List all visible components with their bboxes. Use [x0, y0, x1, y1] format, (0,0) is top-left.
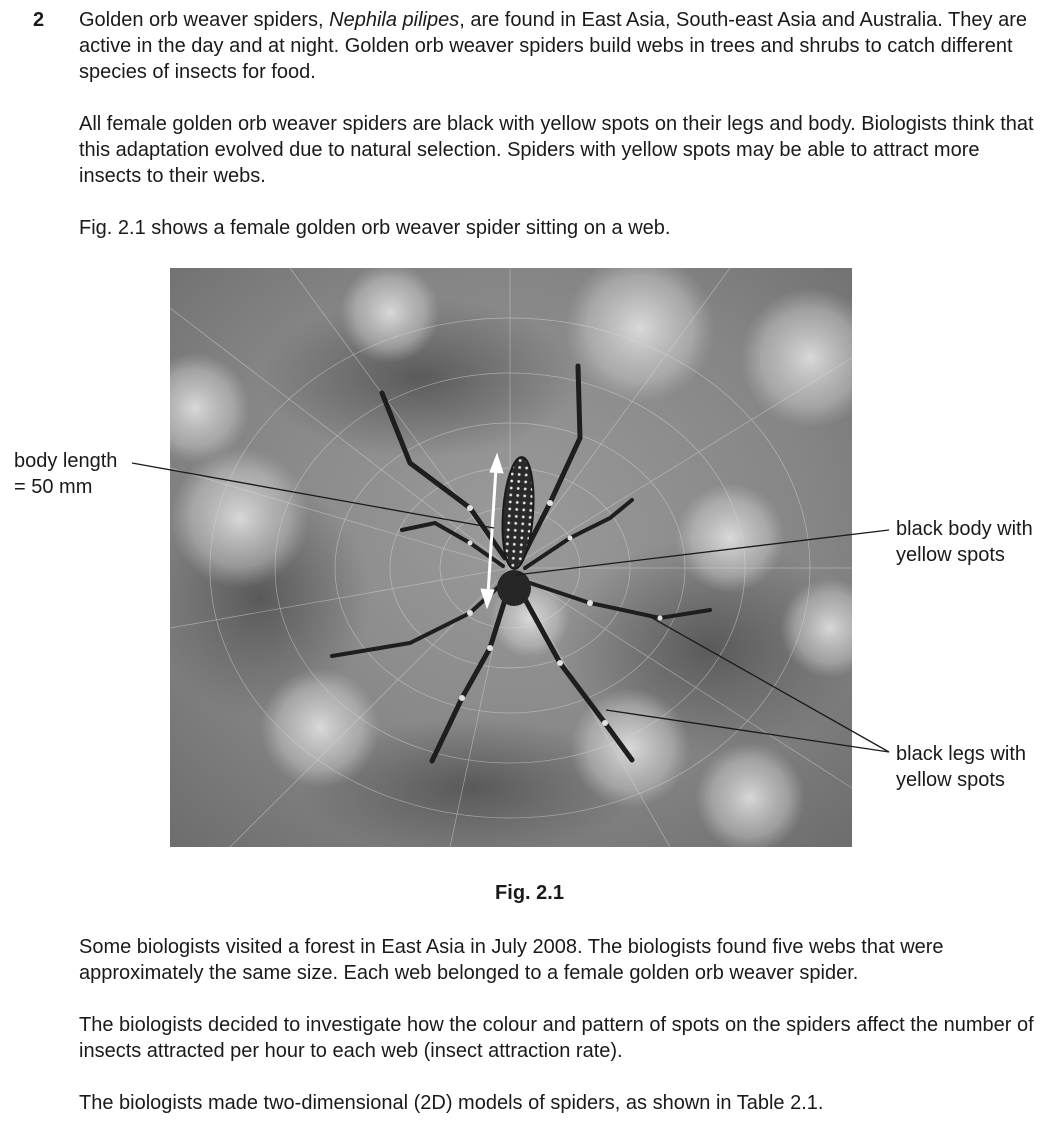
adaptation-paragraph: All female golden orb weaver spiders are black with yellow spots on their legs and body. Biologists think that this adaptation evolved due to natural selection. Spiders with yellow spots may be able to attract more insects to their webs.	[79, 113, 1034, 187]
intro-text-start: Golden orb weaver spiders,	[79, 9, 330, 31]
body-spots-label-line2: yellow spots	[896, 544, 1005, 566]
body-spots-label-line1: black body with	[896, 518, 1033, 540]
body-length-label-line1: body length	[14, 450, 118, 472]
body-length-label-line2: = 50 mm	[14, 476, 93, 498]
models-paragraph: The biologists made two-dimensional (2D) models of spiders, as shown in Table 2.1.	[79, 1092, 824, 1114]
species-name: Nephila pilipes	[329, 9, 460, 31]
spider-photograph	[170, 268, 852, 847]
body-length-label	[14, 448, 117, 500]
legs-spots-label-line1: black legs with	[896, 743, 1027, 765]
legs-spots-label-line2: yellow spots	[896, 769, 1005, 791]
question-number: 2	[33, 9, 45, 31]
figure-intro-paragraph: Fig. 2.1 shows a female golden orb weaver spider sitting on a web.	[79, 217, 671, 239]
legs-spots-label	[896, 741, 1026, 793]
investigation-paragraph: The biologists decided to investigate how the colour and pattern of spots on the spiders affect the number of insects attracted per hour to each web (insect attraction rate).	[79, 1014, 1034, 1062]
figure-caption: Fig. 2.1	[495, 882, 564, 904]
forest-visit-paragraph: Some biologists visited a forest in East Asia in July 2008. The biologists found five webs that were approximately the same size. Each web belonged to a female golden orb weaver spider.	[79, 936, 944, 984]
body-spots-label	[896, 516, 1033, 568]
intro-text-end: , are found in East Asia, South-east Asia and Australia. They are active in the day and at night. Golden orb weaver spiders build webs in trees and shrubs to catch different species of insects for food.	[79, 9, 1027, 83]
intro-paragraph	[79, 7, 1044, 85]
